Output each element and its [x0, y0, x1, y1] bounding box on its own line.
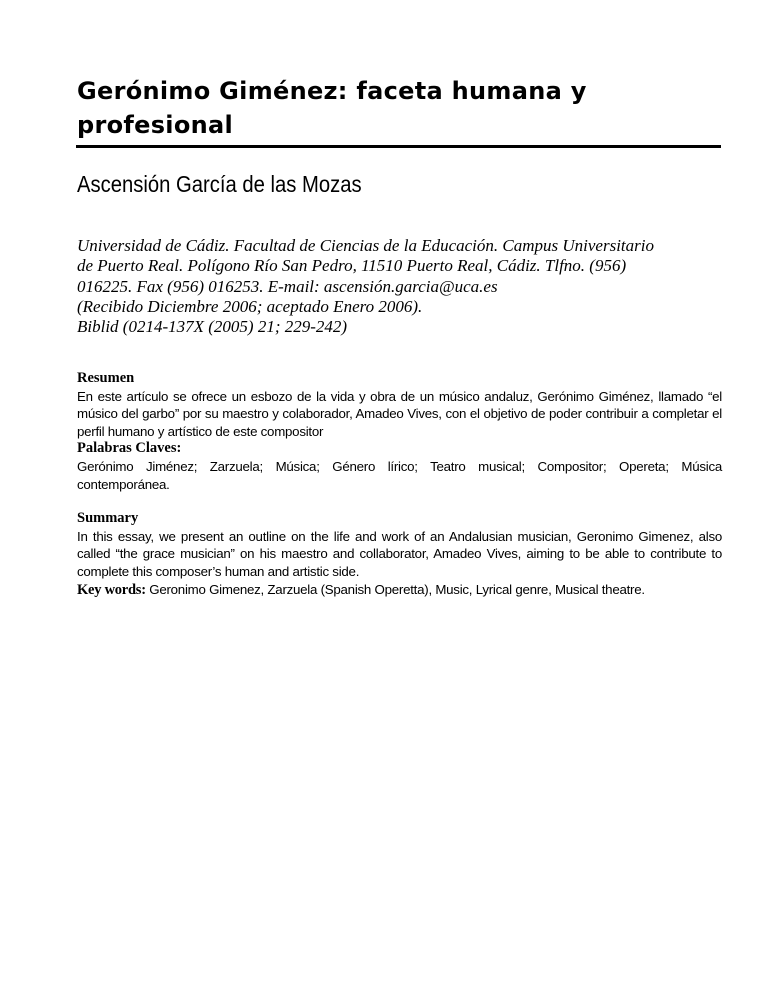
affiliation-line: Universidad de Cádiz. Facultad de Ciencias de la Educación. Campus Universitario — [77, 236, 654, 255]
resumen-heading: Resumen — [77, 370, 135, 386]
received-line: (Recibido Diciembre 2006; aceptado Enero 2006). — [77, 296, 423, 316]
summary-text: In this essay, we present an outline on the life and work of an Andalusian musician, Geronimo Gimenez, also called “the grace musician” on his maestro and collaborator, Amadeo Vives, aiming to be able to contribute to complete this composer’s human and artistic side. — [77, 528, 722, 579]
key-words-text: Geronimo Gimenez, Zarzuela (Spanish Operetta), Music, Lyrical genre, Musical theatre. — [149, 581, 645, 597]
affiliation-line: 016225. Fax (956) 016253. E-mail: ascensión.garcia@uca.es — [77, 276, 498, 296]
author-name: Ascensión García de las Mozas — [77, 171, 362, 197]
palabras-claves-text: Gerónimo Jiménez; Zarzuela; Música; Género lírico; Teatro musical; Compositor; Opereta; Música contemporánea. — [77, 458, 722, 492]
affiliation-block — [77, 236, 737, 337]
resumen-text: En este artículo se ofrece un esbozo de la vida y obra de un músico andaluz, Gerónimo Giménez, llamado “el músico del garbo” por su maestro y colaborador, Amadeo Vives, con el objetivo de poder contribuir a completar el perfil humano y artístico de este compositor — [77, 388, 722, 439]
title-rule — [76, 145, 721, 148]
palabras-claves-heading: Palabras Claves: — [77, 440, 182, 457]
biblid-line: Biblid (0214-137X (2005) 21; 229-242) — [77, 317, 348, 337]
key-words-line — [77, 581, 722, 600]
summary-heading: Summary — [77, 510, 139, 527]
article-title: Gerónimo Giménez: faceta humana y profesional — [77, 77, 587, 139]
key-words-heading: Key words: — [77, 581, 146, 598]
affiliation-line: de Puerto Real. Polígono Río San Pedro, 11510 Puerto Real, Cádiz. Tlfno. (956) — [77, 256, 627, 276]
abstract-section — [77, 370, 722, 599]
